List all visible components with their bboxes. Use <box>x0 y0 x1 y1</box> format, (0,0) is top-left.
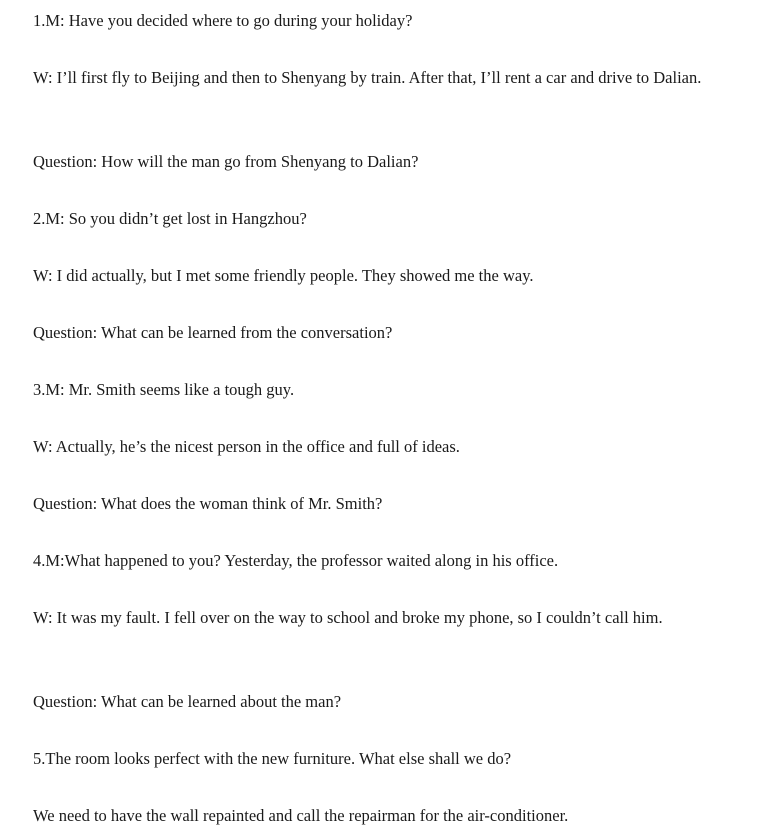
paragraph-q4-woman: W: It was my fault. I fell over on the way to school and broke my phone, so I couldn’t call him. <box>33 608 663 627</box>
paragraph-q2-man: 2.M: So you didn’t get lost in Hangzhou? <box>33 209 307 228</box>
paragraph-q3-question: Question: What does the woman think of Mr. Smith? <box>33 494 383 513</box>
paragraph-q1-man: 1.M: Have you decided where to go during your holiday? <box>33 11 413 30</box>
paragraph-q4-man: 4.M:What happened to you? Yesterday, the professor waited along in his office. <box>33 551 559 570</box>
paragraph-q1-question: Question: How will the man go from Shenyang to Dalian? <box>33 152 419 171</box>
paragraph-q1-woman: W: I’ll first fly to Beijing and then to Shenyang by train. After that, I’ll rent a car and drive to Dalian. <box>33 68 702 87</box>
paragraph-q2-question: Question: What can be learned from the conversation? <box>33 323 393 342</box>
paragraph-q2-woman: W: I did actually, but I met some friendly people. They showed me the way. <box>33 266 534 285</box>
paragraph-q3-woman: W: Actually, he’s the nicest person in the office and full of ideas. <box>33 437 460 456</box>
paragraph-q5-speaker2: We need to have the wall repainted and call the repairman for the air-conditioner. <box>33 806 569 825</box>
paragraph-q3-man: 3.M: Mr. Smith seems like a tough guy. <box>33 380 295 399</box>
paragraph-q4-question: Question: What can be learned about the man? <box>33 692 342 711</box>
paragraph-q5-speaker1: 5.The room looks perfect with the new furniture. What else shall we do? <box>33 749 512 768</box>
